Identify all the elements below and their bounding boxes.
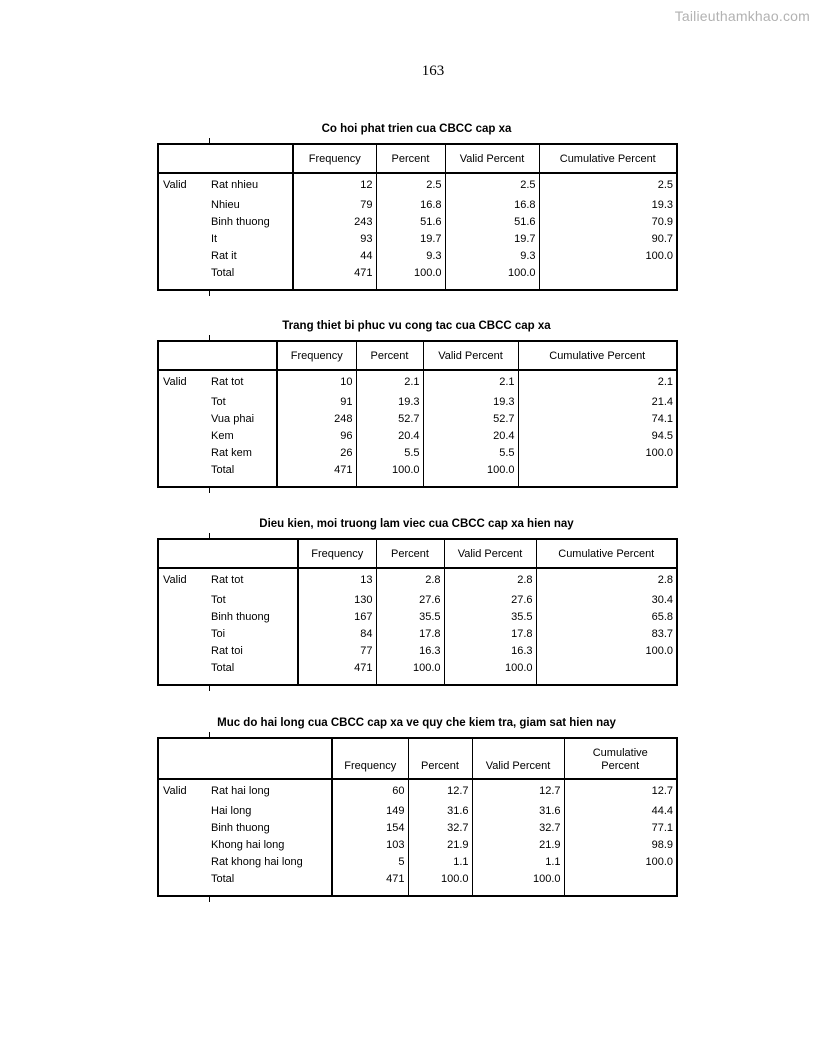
percent-cell: 32.7 <box>408 820 472 837</box>
frequency-cell: 167 <box>298 609 376 626</box>
valid-stub-cell <box>158 231 211 248</box>
valid-stub-cell: Valid <box>163 179 187 191</box>
column-header-cumulative-percent: Cumulative Percent <box>518 341 677 370</box>
percent-cell: 35.5 <box>376 609 444 626</box>
valid-percent-cell: 51.6 <box>445 214 539 231</box>
valid-percent-cell: 2.1 <box>423 370 518 394</box>
percent-cell: 27.6 <box>376 592 444 609</box>
frequency-cell: 26 <box>277 445 356 462</box>
category-label-cell: Toi <box>211 626 298 643</box>
valid-stub-cell: Valid <box>163 785 187 797</box>
percent-cell: 9.3 <box>376 248 445 265</box>
valid-stub-cell <box>158 803 211 820</box>
valid-percent-cell: 12.7 <box>472 779 564 803</box>
cumulative-percent-cell: 19.3 <box>651 199 673 211</box>
percent-cell: 16.3 <box>376 643 444 660</box>
valid-stub-cell <box>158 411 211 428</box>
category-label-cell: Tot <box>211 394 277 411</box>
valid-percent-cell: 9.3 <box>445 248 539 265</box>
valid-percent-cell: 1.1 <box>472 854 564 871</box>
valid-stub-cell <box>158 197 211 214</box>
category-label-cell: Binh thuong <box>211 214 293 231</box>
category-label-cell: Rat kem <box>211 445 277 462</box>
frequency-cell: 471 <box>298 660 376 685</box>
valid-stub-cell <box>158 394 211 411</box>
column-divider-tick <box>209 686 210 691</box>
frequency-cell: 154 <box>332 820 408 837</box>
valid-percent-cell: 52.7 <box>423 411 518 428</box>
category-label-cell: Tot <box>211 592 298 609</box>
stub-header-cell <box>158 539 298 568</box>
valid-percent-cell: 19.7 <box>445 231 539 248</box>
table-row <box>158 394 677 411</box>
header-row <box>158 539 677 568</box>
table-wrapper <box>157 737 676 897</box>
frequency-cell: 60 <box>332 779 408 803</box>
valid-stub-cell <box>158 428 211 445</box>
valid-percent-cell: 21.9 <box>472 837 564 854</box>
cumulative-percent-cell: 94.5 <box>651 430 673 442</box>
valid-percent-cell: 17.8 <box>444 626 536 643</box>
cumulative-percent-cell: 2.8 <box>657 574 673 586</box>
percent-cell: 100.0 <box>356 462 423 487</box>
percent-cell: 51.6 <box>376 214 445 231</box>
cumulative-percent-cell: 2.1 <box>657 376 673 388</box>
valid-stub-cell <box>158 837 211 854</box>
valid-percent-cell: 19.3 <box>423 394 518 411</box>
valid-stub-cell <box>158 609 211 626</box>
frequency-cell: 243 <box>293 214 376 231</box>
frequency-cell: 12 <box>293 173 376 197</box>
valid-stub-cell <box>158 854 211 871</box>
percent-cell: 1.1 <box>408 854 472 871</box>
frequency-cell: 471 <box>293 265 376 290</box>
cumulative-percent-cell <box>564 871 677 896</box>
frequency-table-section-3 <box>157 517 676 686</box>
frequency-table <box>157 737 678 897</box>
valid-percent-cell: 27.6 <box>444 592 536 609</box>
table-title: Co hoi phat trien cua CBCC cap xa <box>321 123 512 135</box>
table-title: Dieu kien, moi truong lam viec cua CBCC cap xa hien nay <box>259 518 574 530</box>
column-header-frequency: Frequency <box>293 144 376 173</box>
column-header-cumulative-percent: Cumulative Percent <box>564 738 677 779</box>
table-row <box>158 370 677 394</box>
category-label-cell: Total <box>211 871 332 896</box>
stub-header-cell <box>158 738 332 779</box>
frequency-cell: 44 <box>293 248 376 265</box>
column-header-frequency: Frequency <box>332 738 408 779</box>
cumulative-percent-cell: 65.8 <box>651 611 673 623</box>
valid-percent-cell: 2.5 <box>445 173 539 197</box>
cumulative-percent-cell: 83.7 <box>651 628 673 640</box>
table-body <box>158 173 677 290</box>
category-label-cell: Binh thuong <box>211 820 332 837</box>
valid-stub-cell <box>158 248 211 265</box>
cumulative-percent-cell: 90.7 <box>651 233 673 245</box>
frequency-cell: 103 <box>332 837 408 854</box>
frequency-cell: 84 <box>298 626 376 643</box>
category-label-cell: Kem <box>211 428 277 445</box>
valid-stub-cell: Valid <box>163 574 187 586</box>
category-label-cell: Khong hai long <box>211 837 332 854</box>
column-header-valid-percent: Valid Percent <box>445 144 539 173</box>
table-row <box>158 568 677 592</box>
table-row <box>158 820 677 837</box>
frequency-cell: 471 <box>277 462 356 487</box>
category-label-cell: Hai long <box>211 803 332 820</box>
valid-stub-cell <box>158 445 211 462</box>
table-row <box>158 643 677 660</box>
cumulative-percent-cell: 100.0 <box>645 250 673 262</box>
valid-percent-cell: 5.5 <box>423 445 518 462</box>
frequency-cell: 149 <box>332 803 408 820</box>
table-row <box>158 803 677 820</box>
cumulative-percent-cell: 30.4 <box>651 594 673 606</box>
valid-stub-cell: Valid <box>163 376 187 388</box>
valid-percent-cell: 16.3 <box>444 643 536 660</box>
table-row <box>158 428 677 445</box>
table-row <box>158 462 677 487</box>
valid-stub-cell <box>158 214 211 231</box>
column-header-percent: Percent <box>356 341 423 370</box>
column-header-valid-percent: Valid Percent <box>472 738 564 779</box>
table-row <box>158 411 677 428</box>
frequency-table <box>157 538 678 686</box>
percent-cell: 19.3 <box>356 394 423 411</box>
table-wrapper <box>157 143 676 291</box>
frequency-table <box>157 143 678 291</box>
header-row <box>158 341 677 370</box>
category-label-cell: Rat hai long <box>211 779 332 803</box>
column-header-frequency: Frequency <box>298 539 376 568</box>
column-divider-tick <box>209 138 210 143</box>
column-header-cumulative-percent: Cumulative Percent <box>536 539 677 568</box>
percent-cell: 2.8 <box>376 568 444 592</box>
category-label-cell: Rat toi <box>211 643 298 660</box>
cumulative-percent-cell: 44.4 <box>651 805 673 817</box>
category-label-cell: Rat it <box>211 248 293 265</box>
category-label-cell: Rat nhieu <box>211 173 293 197</box>
valid-percent-cell: 100.0 <box>445 265 539 290</box>
table-row <box>158 248 677 265</box>
valid-stub-cell <box>158 871 211 896</box>
cumulative-percent-cell: 98.9 <box>651 839 673 851</box>
category-label-cell: Total <box>211 660 298 685</box>
percent-cell: 21.9 <box>408 837 472 854</box>
table-row <box>158 173 677 197</box>
cumulative-percent-cell <box>539 265 677 290</box>
frequency-cell: 79 <box>293 197 376 214</box>
table-row <box>158 197 677 214</box>
valid-percent-cell: 20.4 <box>423 428 518 445</box>
cumulative-percent-cell <box>536 660 677 685</box>
frequency-table-section-2 <box>157 319 676 488</box>
valid-percent-cell: 35.5 <box>444 609 536 626</box>
category-label-cell: Total <box>211 265 293 290</box>
percent-cell: 100.0 <box>408 871 472 896</box>
table-row <box>158 660 677 685</box>
percent-cell: 17.8 <box>376 626 444 643</box>
category-label-cell: Total <box>211 462 277 487</box>
frequency-table-section-1 <box>157 122 676 291</box>
percent-cell: 16.8 <box>376 197 445 214</box>
frequency-table-section-4 <box>157 716 676 897</box>
column-divider-tick <box>209 897 210 902</box>
percent-cell: 100.0 <box>376 265 445 290</box>
header-row <box>158 144 677 173</box>
table-row <box>158 231 677 248</box>
valid-stub-cell <box>158 592 211 609</box>
valid-percent-cell: 100.0 <box>472 871 564 896</box>
table-body <box>158 370 677 487</box>
table-body <box>158 779 677 896</box>
column-divider-tick <box>209 335 210 340</box>
category-label-cell: Rat tot <box>211 370 277 394</box>
percent-cell: 5.5 <box>356 445 423 462</box>
column-divider-tick <box>209 533 210 538</box>
column-divider-tick <box>209 732 210 737</box>
valid-stub-cell <box>158 462 211 487</box>
table-row <box>158 265 677 290</box>
table-row <box>158 592 677 609</box>
column-header-percent: Percent <box>376 539 444 568</box>
valid-stub-cell <box>158 820 211 837</box>
column-header-percent: Percent <box>408 738 472 779</box>
page-number: 163 <box>421 63 445 79</box>
cumulative-percent-cell: 12.7 <box>651 785 673 797</box>
column-header-valid-percent: Valid Percent <box>444 539 536 568</box>
percent-cell: 100.0 <box>376 660 444 685</box>
cumulative-percent-cell: 21.4 <box>651 396 673 408</box>
column-divider-tick <box>209 488 210 493</box>
cumulative-percent-cell: 77.1 <box>651 822 673 834</box>
column-header-percent: Percent <box>376 144 445 173</box>
valid-percent-cell: 32.7 <box>472 820 564 837</box>
frequency-table <box>157 340 678 488</box>
column-header-frequency: Frequency <box>277 341 356 370</box>
column-header-valid-percent: Valid Percent <box>423 341 518 370</box>
percent-cell: 2.1 <box>356 370 423 394</box>
frequency-cell: 248 <box>277 411 356 428</box>
category-label-cell: Rat khong hai long <box>211 854 332 871</box>
category-label-cell: Rat tot <box>211 568 298 592</box>
cumulative-percent-cell: 100.0 <box>645 645 673 657</box>
table-wrapper <box>157 538 676 686</box>
table-row <box>158 609 677 626</box>
frequency-cell: 471 <box>332 871 408 896</box>
percent-cell: 19.7 <box>376 231 445 248</box>
valid-percent-cell: 16.8 <box>445 197 539 214</box>
frequency-cell: 91 <box>277 394 356 411</box>
percent-cell: 31.6 <box>408 803 472 820</box>
stub-header-cell <box>158 341 277 370</box>
table-row <box>158 871 677 896</box>
watermark: Tailieuthamkhao.com <box>674 8 810 24</box>
valid-percent-cell: 100.0 <box>444 660 536 685</box>
category-label-cell: Nhieu <box>211 197 293 214</box>
cumulative-percent-cell: 2.5 <box>657 179 673 191</box>
valid-percent-cell: 100.0 <box>423 462 518 487</box>
percent-cell: 20.4 <box>356 428 423 445</box>
valid-stub-cell <box>158 660 211 685</box>
frequency-cell: 10 <box>277 370 356 394</box>
table-row <box>158 626 677 643</box>
stub-header-cell <box>158 144 293 173</box>
category-label-cell: Vua phai <box>211 411 277 428</box>
table-row <box>158 445 677 462</box>
column-header-cumulative-percent: Cumulative Percent <box>539 144 677 173</box>
header-row <box>158 738 677 779</box>
frequency-cell: 130 <box>298 592 376 609</box>
frequency-cell: 5 <box>332 854 408 871</box>
table-row <box>158 214 677 231</box>
table-title: Muc do hai long cua CBCC cap xa ve quy che kiem tra, giam sat hien nay <box>217 717 616 729</box>
valid-percent-cell: 2.8 <box>444 568 536 592</box>
frequency-cell: 13 <box>298 568 376 592</box>
frequency-cell: 93 <box>293 231 376 248</box>
cumulative-percent-cell: 100.0 <box>645 856 673 868</box>
percent-cell: 52.7 <box>356 411 423 428</box>
table-wrapper <box>157 340 676 488</box>
table-row <box>158 854 677 871</box>
frequency-cell: 96 <box>277 428 356 445</box>
valid-stub-cell <box>158 643 211 660</box>
table-row <box>158 779 677 803</box>
cumulative-percent-cell: 100.0 <box>645 447 673 459</box>
category-label-cell: Binh thuong <box>211 609 298 626</box>
valid-percent-cell: 31.6 <box>472 803 564 820</box>
cumulative-percent-cell: 70.9 <box>651 216 673 228</box>
table-body <box>158 568 677 685</box>
percent-cell: 12.7 <box>408 779 472 803</box>
frequency-cell: 77 <box>298 643 376 660</box>
cumulative-percent-cell <box>518 462 677 487</box>
valid-stub-cell <box>158 626 211 643</box>
table-row <box>158 837 677 854</box>
valid-stub-cell <box>158 265 211 290</box>
table-title: Trang thiet bi phuc vu cong tac cua CBCC cap xa <box>282 320 551 332</box>
column-divider-tick <box>209 291 210 296</box>
percent-cell: 2.5 <box>376 173 445 197</box>
category-label-cell: It <box>211 231 293 248</box>
cumulative-percent-cell: 74.1 <box>651 413 673 425</box>
